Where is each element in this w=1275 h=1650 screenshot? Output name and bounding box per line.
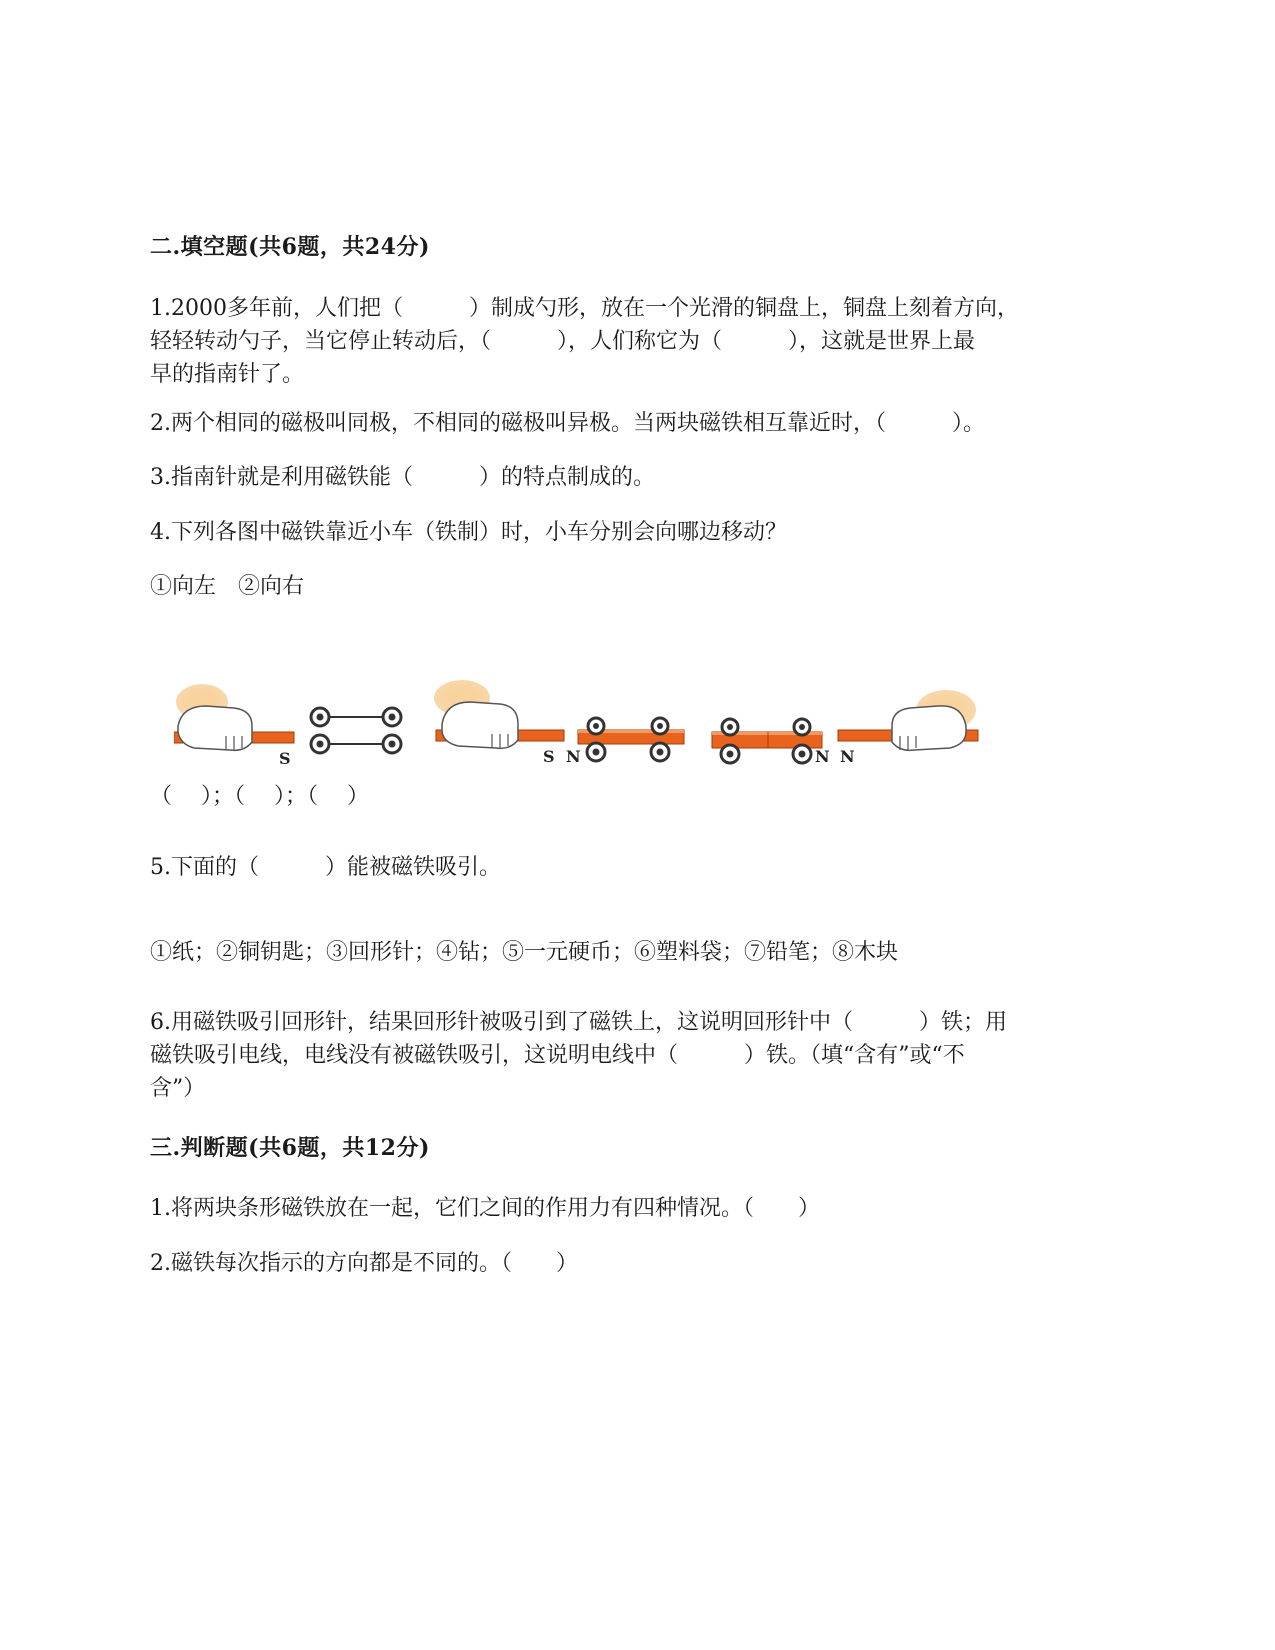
question-line: 轻轻转动勺子，当它停止转动后，（ ），人们称它为（ ），这就是世界上最 [150,329,976,354]
question-line: 4.下列各图中磁铁靠近小车（铁制）时，小车分别会向哪边移动？ [150,520,787,545]
cart-magnet [712,719,822,763]
pole-label-n: N [815,747,830,766]
question-line: 6.用磁铁吸引回形针，结果回形针被吸引到了磁铁上，这说明回形针中（ ）铁；用 [150,1010,1007,1035]
glove-hand [892,706,966,751]
pole-label-s: S [279,749,291,768]
question-line: 早的指南针了。 [150,362,305,387]
question-5 [150,851,1130,884]
question-line: 磁铁吸引电线，电线没有被磁铁吸引，这说明电线中（ ）铁。（填“含有”或“不 [150,1043,965,1068]
glove-hand [442,702,518,748]
question-6 [150,1006,1130,1105]
question-line: 1.2000多年前，人们把（ ）制成勺形，放在一个光滑的铜盘上，铜盘上刻着方向， [150,296,1019,321]
pole-label-n: N [566,747,581,766]
pole-label-n: N [840,747,855,766]
pole-label-s: S [543,747,555,766]
scene-1 [174,684,401,768]
section-heading-true-false: 三.判断题(共6题，共12分) [150,1135,430,1161]
judgment-question-2 [150,1247,1130,1280]
question-line: 1.将两块条形磁铁放在一起，它们之间的作用力有四种情况。（ ） [150,1196,820,1221]
section-heading-fill-blank: 二.填空题(共6题，共24分) [150,234,430,260]
question-line: 3.指南针就是利用磁铁能（ ）的特点制成的。 [150,465,655,490]
question-1 [150,292,1130,391]
worksheet-page [150,0,1130,1650]
judgment-question-1 [150,1192,1130,1225]
question-5-options: ①纸；②铜钥匙；③回形针；④钻；⑤一元硬币；⑥塑料袋；⑦铅笔；⑧木块 [150,940,899,965]
glove-hand [178,706,252,750]
question-line: 2.两个相同的磁极叫同极，不相同的磁极叫异极。当两块磁铁相互靠近时，（ ）。 [150,411,985,436]
question-line: 含”） [150,1076,206,1101]
scene-2 [434,680,684,766]
magnet-cart-illustration [174,680,1174,786]
question-2 [150,407,1130,440]
question-line: 5.下面的（ ）能被磁铁吸引。 [150,855,501,880]
scene-3 [712,690,978,766]
question-line: 2.磁铁每次指示的方向都是不同的。（ ） [150,1251,578,1276]
cart-frame [311,708,401,753]
magnet-cart-figure [174,680,1174,786]
question-4 [150,516,1130,549]
question-4-answers: （ ）；（ ）；（ ） [150,784,369,809]
cart-magnet [578,718,684,761]
question-3 [150,461,1130,494]
question-4-options: ①向左 ②向右 [150,574,305,599]
